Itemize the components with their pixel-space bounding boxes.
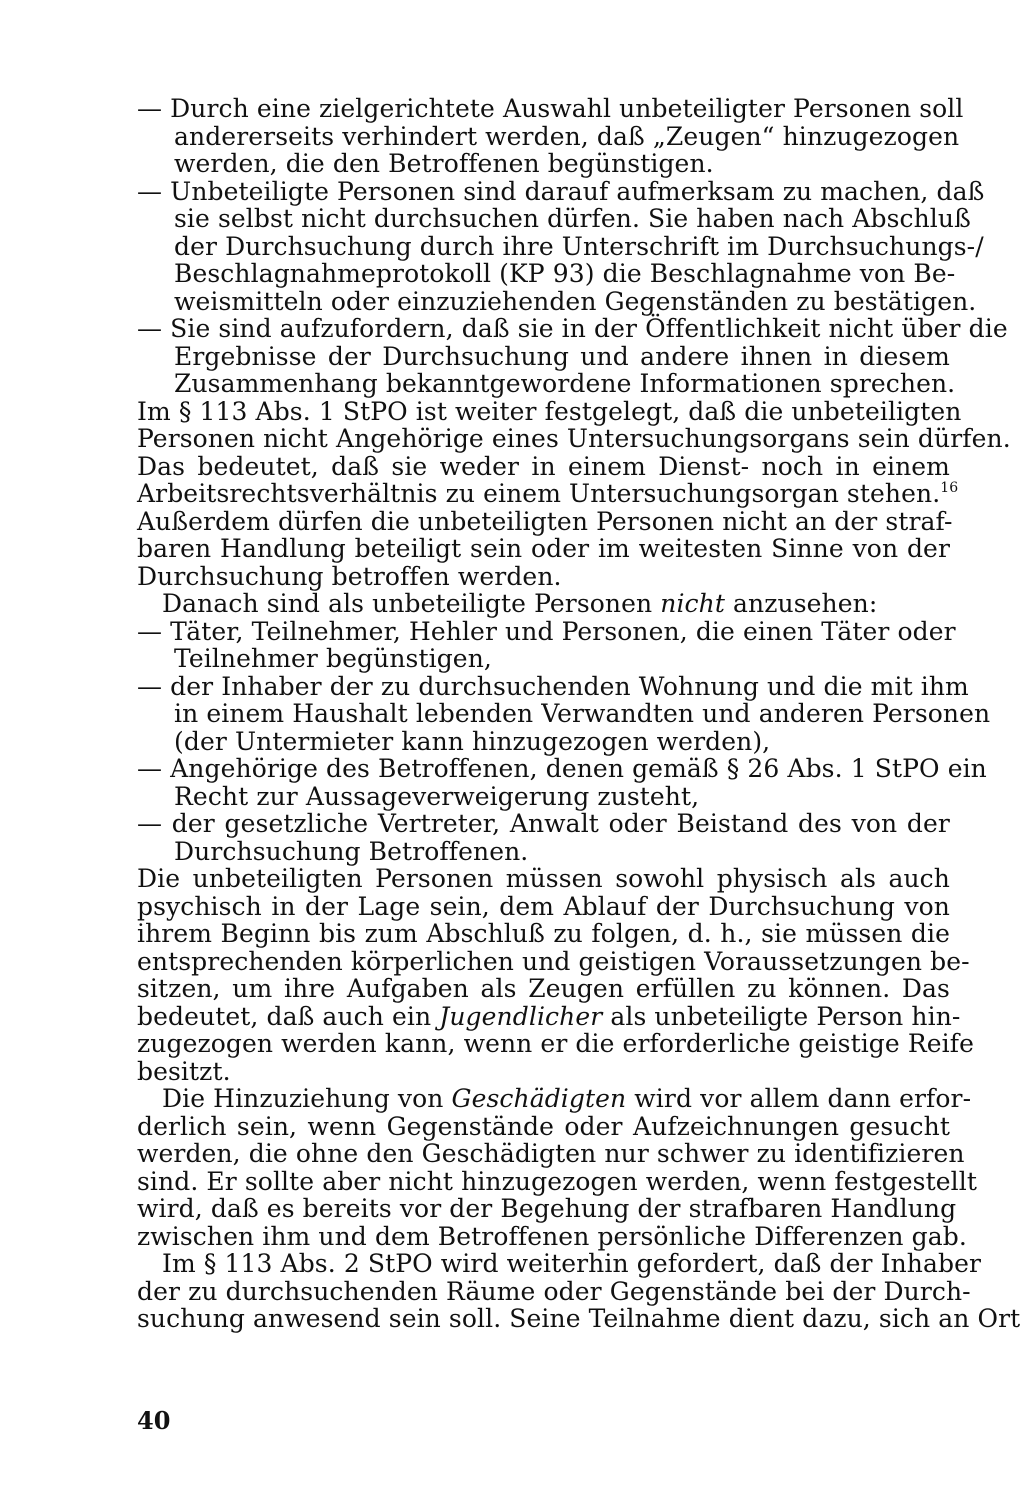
text-line: [137, 893, 950, 921]
line-text: Die unbeteiligten Personen müssen sowohl physisch als auch: [137, 864, 950, 893]
text-line: [137, 563, 950, 591]
text-line: [137, 286, 977, 316]
text-line: [137, 590, 950, 618]
footnote-marker: 16: [940, 480, 959, 496]
text-line: [137, 1221, 967, 1251]
line-text-before: Die Hinzuziehung von: [162, 1084, 452, 1113]
line-text: in einem Haushalt lebenden Verwandten und anderen Personen: [174, 699, 991, 728]
text-line: [137, 699, 991, 728]
page-number: 40: [137, 1406, 171, 1435]
text-line: [137, 1276, 971, 1306]
line-text: sind. Er sollte aber nicht hinzugezogen werden, wenn festgestellt: [137, 1166, 977, 1196]
line-text: — Täter, Teilnehmer, Hehler und Personen, die einen Täter oder: [137, 616, 956, 646]
text-line: [137, 121, 960, 151]
text-line: [137, 920, 950, 948]
text-line: [137, 314, 1008, 343]
text-line: [137, 946, 970, 976]
text-line: [137, 204, 971, 233]
text-line: [137, 671, 969, 701]
line-text: Im § 113 Abs. 2 StPO wird weiterhin gefordert, daß der Inhaber: [162, 1249, 982, 1278]
line-text: baren Handlung beteiligt sein oder im weitesten Sinne von der: [137, 534, 950, 563]
line-text: sitzen, um ihre Aufgaben als Zeugen erfüllen zu können. Das: [137, 974, 950, 1003]
line-text: Beschlagnahmeprotokoll (KP 93) die Beschlagnahme von Be-: [174, 259, 956, 288]
text-line: [137, 343, 950, 371]
text-line: [137, 453, 950, 481]
text-line: [137, 1058, 950, 1086]
line-text: ihrem Beginn bis zum Abschluß zu folgen, d. h., sie müssen die: [137, 919, 950, 948]
text-line: [137, 838, 950, 866]
text-line: [137, 728, 950, 756]
text-line: [137, 94, 964, 123]
line-text: besitzt.: [137, 1056, 231, 1086]
line-text: Ergebnisse der Durchsuchung und andere ihnen in diesem: [174, 341, 950, 371]
line-text-after: anzusehen:: [725, 589, 878, 618]
text-line: [137, 479, 959, 508]
text-line: [137, 1304, 1021, 1333]
line-text: der zu durchsuchenden Räume oder Gegenstände bei der Durch-: [137, 1276, 971, 1306]
text-line: [137, 616, 956, 646]
line-text: werden, die ohne den Geschädigten nur schwer zu identifizieren: [137, 1139, 965, 1168]
text-line: [137, 645, 950, 673]
line-text: Recht zur Aussageverweigerung zusteht,: [174, 781, 700, 811]
line-text: Durchsuchung betroffen werden.: [137, 561, 562, 591]
line-text: sie selbst nicht durchsuchen dürfen. Sie haben nach Abschluß: [174, 204, 971, 233]
line-text: — der Inhaber der zu durchsuchenden Wohnung und die mit ihm: [137, 671, 969, 701]
line-text: Teilnehmer begünstigen,: [174, 644, 492, 673]
line-text-after: wird vor allem dann erfor-: [626, 1084, 972, 1113]
text-line: [137, 1194, 957, 1223]
italic-emphasis: Jugendlicher: [439, 1001, 603, 1031]
line-text: psychisch in der Lage sein, dem Ablauf der Durchsuchung von: [137, 891, 950, 921]
line-text: — Unbeteiligte Personen sind darauf aufmerksam zu machen, daß: [137, 176, 985, 206]
text-line: [137, 1029, 975, 1058]
line-text: suchung anwesend sein soll. Seine Teilnahme dient dazu, sich an Ort: [137, 1304, 1021, 1333]
line-text: zugezogen werden kann, wenn er die erforderliche geistige Reife: [137, 1029, 975, 1058]
line-text: — Sie sind aufzufordern, daß sie in der Öffentlichkeit nicht über die: [137, 314, 1008, 343]
line-text: Zusammenhang bekanntgewordene Informationen sprechen.: [174, 369, 956, 398]
line-text: werden, die den Betroffenen begünstigen.: [174, 149, 714, 178]
line-text-before: bedeutet, daß auch ein: [137, 1001, 440, 1031]
line-text-after: als unbeteiligte Person hin-: [602, 1001, 961, 1031]
text-line: [137, 176, 985, 206]
line-text: Im § 113 Abs. 1 StPO ist weiter festgelegt, daß die unbeteiligten: [137, 396, 962, 426]
text-line: [137, 150, 950, 178]
text-line: [137, 369, 956, 398]
text-line: [137, 865, 950, 893]
text-line: [137, 259, 956, 288]
line-text: Durchsuchung Betroffenen.: [174, 836, 529, 866]
line-text: zwischen ihm und dem Betroffenen persönliche Differenzen gab.: [137, 1221, 967, 1251]
text-line: [137, 783, 950, 811]
line-text: Außerdem dürfen die unbeteiligten Personen nicht an der straf-: [137, 506, 953, 536]
line-text: — Durch eine zielgerichtete Auswahl unbeteiligter Personen soll: [137, 94, 964, 123]
text-line: [137, 396, 962, 426]
italic-emphasis: Geschädigten: [451, 1084, 627, 1113]
line-text: wird, daß es bereits vor der Begehung der strafbaren Handlung: [137, 1194, 957, 1223]
text-line: [137, 424, 1011, 453]
text-line: [137, 1001, 961, 1031]
text-line: [137, 231, 984, 261]
text-line: [137, 1113, 950, 1141]
page-text-block: [137, 94, 1021, 1333]
line-text: entsprechenden körperlichen und geistigen Voraussetzungen be-: [137, 946, 970, 976]
text-line: [137, 1166, 977, 1196]
line-text: (der Untermieter kann hinzugezogen werden),: [174, 726, 771, 756]
text-line: [137, 754, 987, 783]
line-text: weismitteln oder einzuziehenden Gegenständen zu bestätigen.: [174, 286, 977, 316]
text-line: [137, 810, 950, 838]
line-text: der Durchsuchung durch ihre Unterschrift im Durchsuchungs-/: [174, 231, 984, 261]
text-line: [137, 1249, 982, 1278]
line-text: derlich sein, wenn Gegenstände oder Aufzeichnungen gesucht: [137, 1111, 950, 1141]
line-text: Das bedeutet, daß sie weder in einem Dienst- noch in einem: [137, 451, 950, 481]
text-line: [137, 1139, 965, 1168]
line-text: — der gesetzliche Vertreter, Anwalt oder Beistand des von der: [137, 809, 950, 838]
line-text: — Angehörige des Betroffenen, denen gemäß § 26 Abs. 1 StPO ein: [137, 754, 987, 783]
line-text: andererseits verhindert werden, daß „Zeugen“ hinzugezogen: [174, 121, 960, 151]
line-text: Personen nicht Angehörige eines Untersuchungsorgans sein dürfen.: [137, 424, 1011, 453]
text-line: [137, 975, 950, 1003]
italic-emphasis: nicht: [660, 589, 725, 618]
line-text-before: Danach sind als unbeteiligte Personen: [162, 589, 661, 618]
text-line: [137, 1084, 972, 1113]
text-line: [137, 535, 950, 563]
text-line: [137, 506, 953, 536]
line-text: Arbeitsrechtsverhältnis zu einem Untersuchungsorgan stehen.: [137, 479, 941, 508]
